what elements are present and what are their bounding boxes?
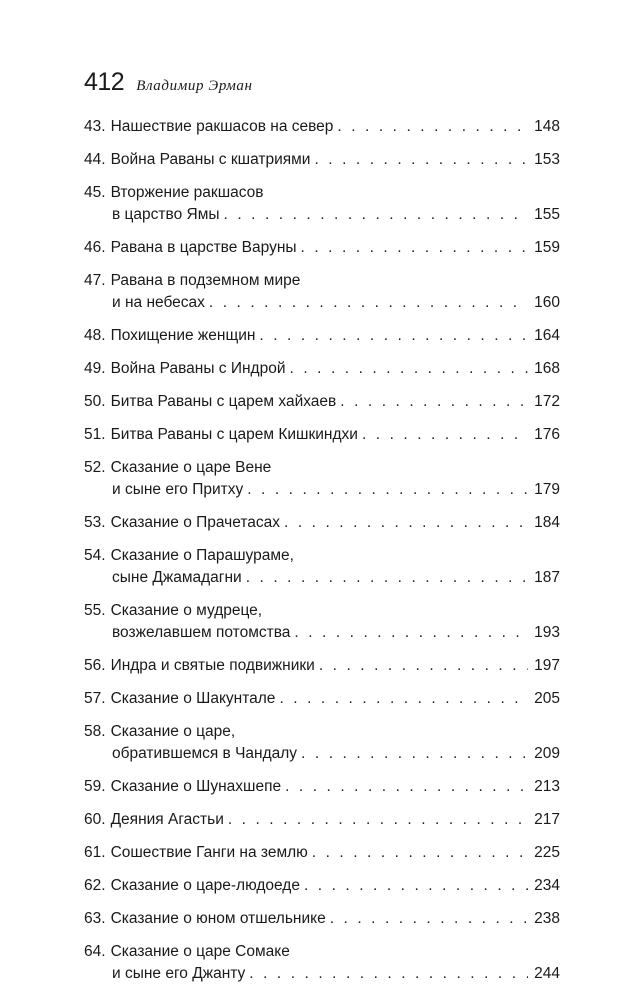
dot-leader — [249, 963, 528, 985]
toc-entry-line — [84, 457, 560, 479]
dot-leader — [312, 842, 528, 864]
toc-entry-title: Сказание о царе Сомаке — [110, 943, 290, 960]
toc-entry-line — [84, 391, 560, 413]
toc-entry-number: 52. — [84, 459, 106, 476]
dot-leader — [362, 424, 528, 446]
dot-leader — [224, 204, 529, 226]
toc-entry-title: в царство Ямы — [112, 206, 220, 223]
toc-entry-line — [84, 270, 560, 292]
toc-entry-line — [84, 325, 560, 347]
toc-entry-line — [84, 424, 560, 446]
toc-entry — [84, 424, 560, 446]
toc-entry-page: 238 — [534, 910, 560, 927]
toc-entry-page: 179 — [534, 481, 560, 498]
toc-entry-number: 44. — [84, 151, 106, 168]
toc-entry-title: Сказание о царе-людоеде — [110, 877, 300, 894]
toc-entry — [84, 116, 560, 138]
toc-entry-number: 49. — [84, 360, 106, 377]
toc-entry-page: 193 — [534, 624, 560, 641]
toc-entry-title: и сыне его Джанту — [112, 965, 246, 982]
toc-entry — [84, 545, 560, 589]
toc-entry-page: 172 — [534, 393, 560, 410]
toc-entry-line — [84, 600, 560, 622]
page-number: 412 — [84, 68, 125, 96]
toc-entry-page: 225 — [534, 844, 560, 861]
toc-entry-page: 153 — [534, 151, 560, 168]
table-of-contents — [84, 116, 560, 996]
toc-entry-number: 53. — [84, 514, 106, 531]
toc-entry — [84, 600, 560, 644]
dot-leader — [259, 325, 528, 347]
toc-entry-page: 213 — [534, 778, 560, 795]
toc-entry-number: 64. — [84, 943, 106, 960]
toc-entry-line — [84, 743, 560, 765]
toc-entry-title: Война Раваны с Индрой — [110, 360, 286, 377]
dot-leader — [284, 512, 528, 534]
toc-entry — [84, 325, 560, 347]
toc-entry-number: 61. — [84, 844, 106, 861]
dot-leader — [246, 567, 528, 589]
toc-entry-title: Битва Раваны с царем хайхаев — [110, 393, 337, 410]
toc-entry-number: 60. — [84, 811, 106, 828]
toc-entry-line — [84, 149, 560, 171]
dot-leader — [301, 743, 528, 765]
toc-entry-number: 54. — [84, 547, 106, 564]
toc-entry-line — [84, 809, 560, 831]
toc-entry-page: 205 — [534, 690, 560, 707]
dot-leader — [285, 776, 528, 798]
toc-entry-title: Индра и святые подвижники — [110, 657, 315, 674]
toc-entry — [84, 809, 560, 831]
dot-leader — [228, 809, 528, 831]
toc-entry-title: Вторжение ракшасов — [110, 184, 264, 201]
dot-leader — [304, 875, 528, 897]
page-header — [84, 68, 253, 97]
toc-entry-page: 164 — [534, 327, 560, 344]
toc-entry-number: 43. — [84, 118, 106, 135]
toc-entry-title: Война Раваны с кшатриями — [110, 151, 311, 168]
toc-entry-number: 62. — [84, 877, 106, 894]
toc-entry-line — [84, 292, 560, 314]
toc-entry-line — [84, 545, 560, 567]
toc-entry-page: 244 — [534, 965, 560, 982]
toc-entry — [84, 776, 560, 798]
toc-entry — [84, 842, 560, 864]
toc-entry-title: Деяния Агастьи — [110, 811, 224, 828]
dot-leader — [290, 358, 529, 380]
toc-entry-title: Сказание о Шакунтале — [110, 690, 276, 707]
toc-entry-title: Равана в подземном мире — [110, 272, 301, 289]
toc-entry — [84, 270, 560, 314]
toc-entry — [84, 358, 560, 380]
toc-entry — [84, 457, 560, 501]
toc-entry-page: 234 — [534, 877, 560, 894]
toc-entry-title: Похищение женщин — [110, 327, 256, 344]
toc-entry — [84, 721, 560, 765]
toc-entry-line — [84, 116, 560, 138]
dot-leader — [294, 622, 528, 644]
toc-entry-page: 168 — [534, 360, 560, 377]
toc-entry-number: 47. — [84, 272, 106, 289]
toc-entry-page: 209 — [534, 745, 560, 762]
toc-entry — [84, 149, 560, 171]
toc-entry-page: 217 — [534, 811, 560, 828]
toc-entry-line — [84, 963, 560, 985]
toc-entry — [84, 875, 560, 897]
toc-entry-line — [84, 875, 560, 897]
dot-leader — [247, 479, 528, 501]
dot-leader — [330, 908, 528, 930]
toc-entry-title: Битва Раваны с царем Кишкиндхи — [110, 426, 358, 443]
toc-entry-line — [84, 622, 560, 644]
toc-entry-title: Сказание о царе Вене — [110, 459, 272, 476]
toc-entry — [84, 237, 560, 259]
toc-entry-title: Сказание о мудреце, — [110, 602, 263, 619]
dot-leader — [301, 237, 528, 259]
toc-entry-title: Сказание о Шунахшепе — [110, 778, 282, 795]
toc-entry-number: 48. — [84, 327, 106, 344]
toc-entry — [84, 182, 560, 226]
toc-entry-line — [84, 182, 560, 204]
toc-entry-page: 184 — [534, 514, 560, 531]
toc-entry-line — [84, 358, 560, 380]
toc-entry-number: 63. — [84, 910, 106, 927]
toc-entry-line — [84, 655, 560, 677]
toc-entry-line — [84, 776, 560, 798]
toc-entry-line — [84, 941, 560, 963]
toc-entry-page: 148 — [534, 118, 560, 135]
toc-entry-number: 50. — [84, 393, 106, 410]
toc-entry-title: Сказание о Прачетасах — [110, 514, 281, 531]
toc-entry-line — [84, 204, 560, 226]
toc-entry-line — [84, 237, 560, 259]
toc-entry-title: и сыне его Притху — [112, 481, 244, 498]
toc-entry-number: 51. — [84, 426, 106, 443]
dot-leader — [319, 655, 528, 677]
toc-entry-page: 187 — [534, 569, 560, 586]
running-head-author: Владимир Эрман — [136, 78, 253, 94]
toc-entry-line — [84, 688, 560, 710]
toc-entry-number: 59. — [84, 778, 106, 795]
dot-leader — [314, 149, 528, 171]
toc-entry-title: Сошествие Ганги на землю — [110, 844, 308, 861]
toc-entry-number: 45. — [84, 184, 106, 201]
toc-entry — [84, 908, 560, 930]
toc-entry-title: Сказание о царе, — [110, 723, 236, 740]
toc-entry-page: 160 — [534, 294, 560, 311]
dot-leader — [340, 391, 528, 413]
toc-entry-number: 46. — [84, 239, 106, 256]
toc-entry-title: Равана в царстве Варуны — [110, 239, 297, 256]
toc-entry-number: 57. — [84, 690, 106, 707]
dot-leader — [279, 688, 528, 710]
toc-entry — [84, 941, 560, 985]
toc-entry-title: обратившемся в Чандалу — [112, 745, 298, 762]
toc-entry — [84, 512, 560, 534]
toc-entry-line — [84, 842, 560, 864]
toc-entry — [84, 655, 560, 677]
toc-entry-title: Сказание о Парашураме, — [110, 547, 294, 564]
dot-leader — [337, 116, 528, 138]
toc-entry-number: 55. — [84, 602, 106, 619]
toc-entry-title: и на небесах — [112, 294, 205, 311]
toc-entry — [84, 688, 560, 710]
toc-entry-title: Нашествие ракшасов на север — [110, 118, 334, 135]
toc-entry-number: 56. — [84, 657, 106, 674]
toc-entry-title: Сказание о юном отшельнике — [110, 910, 326, 927]
toc-entry-page: 176 — [534, 426, 560, 443]
toc-entry-number: 58. — [84, 723, 106, 740]
toc-entry-title: возжелавшем потомства — [112, 624, 291, 641]
toc-entry — [84, 391, 560, 413]
toc-entry-line — [84, 567, 560, 589]
toc-entry-title: сыне Джамадагни — [112, 569, 242, 586]
toc-entry-line — [84, 512, 560, 534]
toc-entry-line — [84, 721, 560, 743]
dot-leader — [209, 292, 528, 314]
toc-entry-page: 159 — [534, 239, 560, 256]
toc-entry-line — [84, 479, 560, 501]
toc-entry-line — [84, 908, 560, 930]
toc-entry-page: 155 — [534, 206, 560, 223]
toc-entry-page: 197 — [534, 657, 560, 674]
